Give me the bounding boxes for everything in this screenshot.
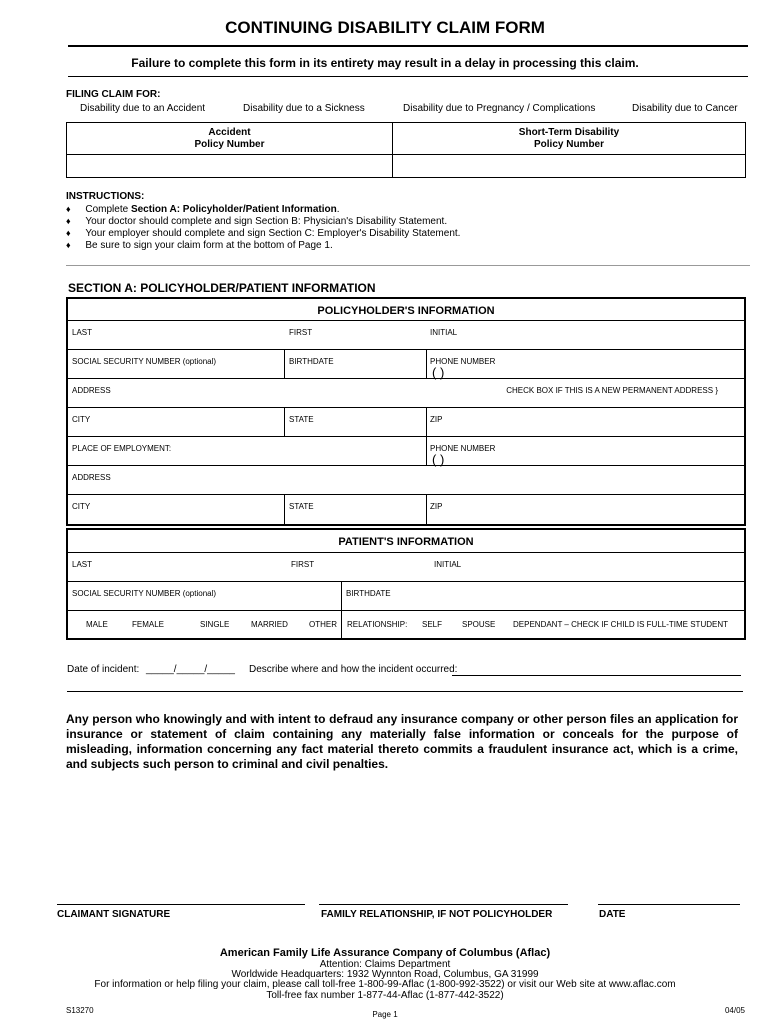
claimant-signature-label: CLAIMANT SIGNATURE: [57, 909, 171, 920]
policyholder-box: [66, 297, 746, 526]
married-option[interactable]: MARRIED: [251, 620, 288, 629]
company-name: American Family Life Assurance Company of Columbus (Aflac): [219, 947, 551, 959]
bullet-icon: ♦: [66, 204, 71, 214]
name-row[interactable]: [68, 320, 744, 349]
single-option[interactable]: SINGLE: [200, 620, 230, 629]
patient-box: [66, 528, 746, 640]
zip-label: ZIP: [430, 415, 443, 424]
employment-row[interactable]: [68, 436, 744, 465]
headquarters-line: Worldwide Headquarters: 1932 Wynnton Road, Columbus, GA 31999: [231, 969, 539, 980]
initial-label: INITIAL: [430, 328, 458, 337]
form-subtitle: Failure to complete this form in its entirety may result in a delay in processing this claim.: [131, 56, 639, 70]
address-row[interactable]: [68, 378, 744, 407]
bullet-icon: ♦: [66, 228, 71, 238]
fraud-warning: Any person who knowingly and with intent to defraud any insurance company or other person files an application for insurance or statement of claim containing any materially false information or conceals for the purpose of misleading, information concerning any fact material thereto commits a fraudulent insurance act, which is a crime, and subjects such person to criminal and civil penalties.: [66, 712, 738, 771]
ssn-row[interactable]: [68, 349, 744, 378]
employment-label: PLACE OF EMPLOYMENT:: [72, 444, 172, 453]
incident-description-label: Describe where and how the incident occurred:: [249, 664, 458, 675]
phone-label: PHONE NUMBER: [430, 357, 496, 366]
employer-phone-area-code: ( ): [432, 452, 445, 467]
patient-birthdate-label: BIRTHDATE: [346, 589, 391, 598]
bullet-icon: ♦: [66, 240, 71, 250]
patient-name-row[interactable]: [68, 552, 744, 581]
city-row[interactable]: [68, 407, 744, 436]
option-accident[interactable]: Disability due to an Accident: [80, 103, 206, 114]
patient-initial-label: INITIAL: [434, 560, 462, 569]
ssn-label: SOCIAL SECURITY NUMBER (optional): [72, 357, 217, 366]
option-cancer[interactable]: Disability due to Cancer: [632, 103, 738, 114]
instruction-2: ♦ Your doctor should complete and sign Section B: Physician's Disability Statement.: [66, 216, 448, 227]
policy-number-table: [66, 122, 746, 178]
dependant-option[interactable]: DEPENDANT – CHECK IF CHILD IS FULL-TIME STUDENT: [513, 620, 728, 629]
incident-description-field[interactable]: [452, 675, 741, 676]
employer-state-label: STATE: [289, 502, 314, 511]
date-of-incident-label: Date of incident:: [67, 664, 140, 675]
self-option[interactable]: SELF: [422, 620, 443, 629]
relationship-label: RELATIONSHIP:: [347, 620, 408, 629]
option-pregnancy[interactable]: Disability due to Pregnancy / Complications: [403, 103, 596, 114]
spouse-option[interactable]: SPOUSE: [462, 620, 496, 629]
attention-line: Attention: Claims Department: [319, 959, 451, 970]
last-name-label: LAST: [72, 328, 93, 337]
std-policy-number-field[interactable]: [393, 155, 745, 177]
accident-policy-number-field[interactable]: [67, 155, 392, 177]
new-address-checkbox[interactable]: CHECK BOX IF THIS IS A NEW PERMANENT ADDRESS }: [506, 386, 718, 395]
patient-first-label: FIRST: [291, 560, 315, 569]
accident-policy-header: Accident Policy Number: [194, 127, 265, 150]
instruction-4: ♦ Be sure to sign your claim form at the bottom of Page 1.: [66, 240, 333, 251]
form-number: S13270: [66, 1006, 94, 1015]
revision-date: 04/05: [724, 1006, 745, 1015]
employer-city-label: CITY: [72, 502, 91, 511]
city-label: CITY: [72, 415, 91, 424]
other-option[interactable]: OTHER: [309, 620, 337, 629]
instruction-3: ♦ Your employer should complete and sign Section C: Employer's Disability Statement.: [66, 228, 461, 239]
employer-phone-label: PHONE NUMBER: [430, 444, 496, 453]
male-option[interactable]: MALE: [86, 620, 108, 629]
patient-status-row[interactable]: [68, 610, 744, 639]
address-label: ADDRESS: [72, 386, 111, 395]
patient-heading: PATIENT'S INFORMATION: [338, 536, 474, 548]
family-relationship-field[interactable]: [319, 904, 568, 905]
std-policy-header: Short-Term Disability Policy Number: [518, 127, 620, 150]
employer-zip-label: ZIP: [430, 502, 443, 511]
instruction-1: ♦ Complete Section A: Policyholder/Patient Information.: [66, 204, 340, 215]
patient-ssn-row[interactable]: [68, 581, 744, 610]
phone-area-code: ( ): [432, 365, 445, 380]
info-line: For information or help filing your claim, please call toll-free 1-800-99-Aflac (1-800-992-3522) or visit our Web site at www.aflac.com: [94, 979, 676, 990]
date-of-incident-field[interactable]: _____/_____/_____: [146, 664, 235, 675]
employer-address-label: ADDRESS: [72, 473, 111, 482]
option-sickness[interactable]: Disability due to a Sickness: [243, 103, 365, 114]
claimant-signature-field[interactable]: [57, 904, 305, 905]
birthdate-label: BIRTHDATE: [289, 357, 334, 366]
employer-city-row[interactable]: [68, 494, 744, 525]
patient-ssn-label: SOCIAL SECURITY NUMBER (optional): [72, 589, 217, 598]
section-a-heading: SECTION A: POLICYHOLDER/PATIENT INFORMATION: [68, 281, 376, 295]
employer-address-row[interactable]: [68, 465, 744, 494]
signature-date-field[interactable]: [598, 904, 740, 905]
policyholder-heading: POLICYHOLDER'S INFORMATION: [317, 305, 495, 317]
instructions-heading: INSTRUCTIONS:: [66, 191, 145, 202]
bullet-icon: ♦: [66, 216, 71, 226]
divider: [66, 265, 750, 266]
female-option[interactable]: FEMALE: [132, 620, 165, 629]
subtitle-rule: [68, 76, 748, 77]
fax-line: Toll-free fax number 1-877-44-Aflac (1-877-442-3522): [266, 990, 504, 1001]
first-name-label: FIRST: [289, 328, 313, 337]
date-label: DATE: [599, 909, 626, 920]
state-label: STATE: [289, 415, 314, 424]
incident-description-line-2[interactable]: [67, 691, 743, 692]
page-number: Page 1: [372, 1010, 398, 1019]
title-rule: [68, 45, 748, 47]
filing-claim-heading: FILING CLAIM FOR:: [66, 89, 161, 100]
form-title: CONTINUING DISABILITY CLAIM FORM: [225, 18, 545, 37]
family-relationship-label: FAMILY RELATIONSHIP, IF NOT POLICYHOLDER: [321, 909, 553, 920]
patient-last-label: LAST: [72, 560, 93, 569]
